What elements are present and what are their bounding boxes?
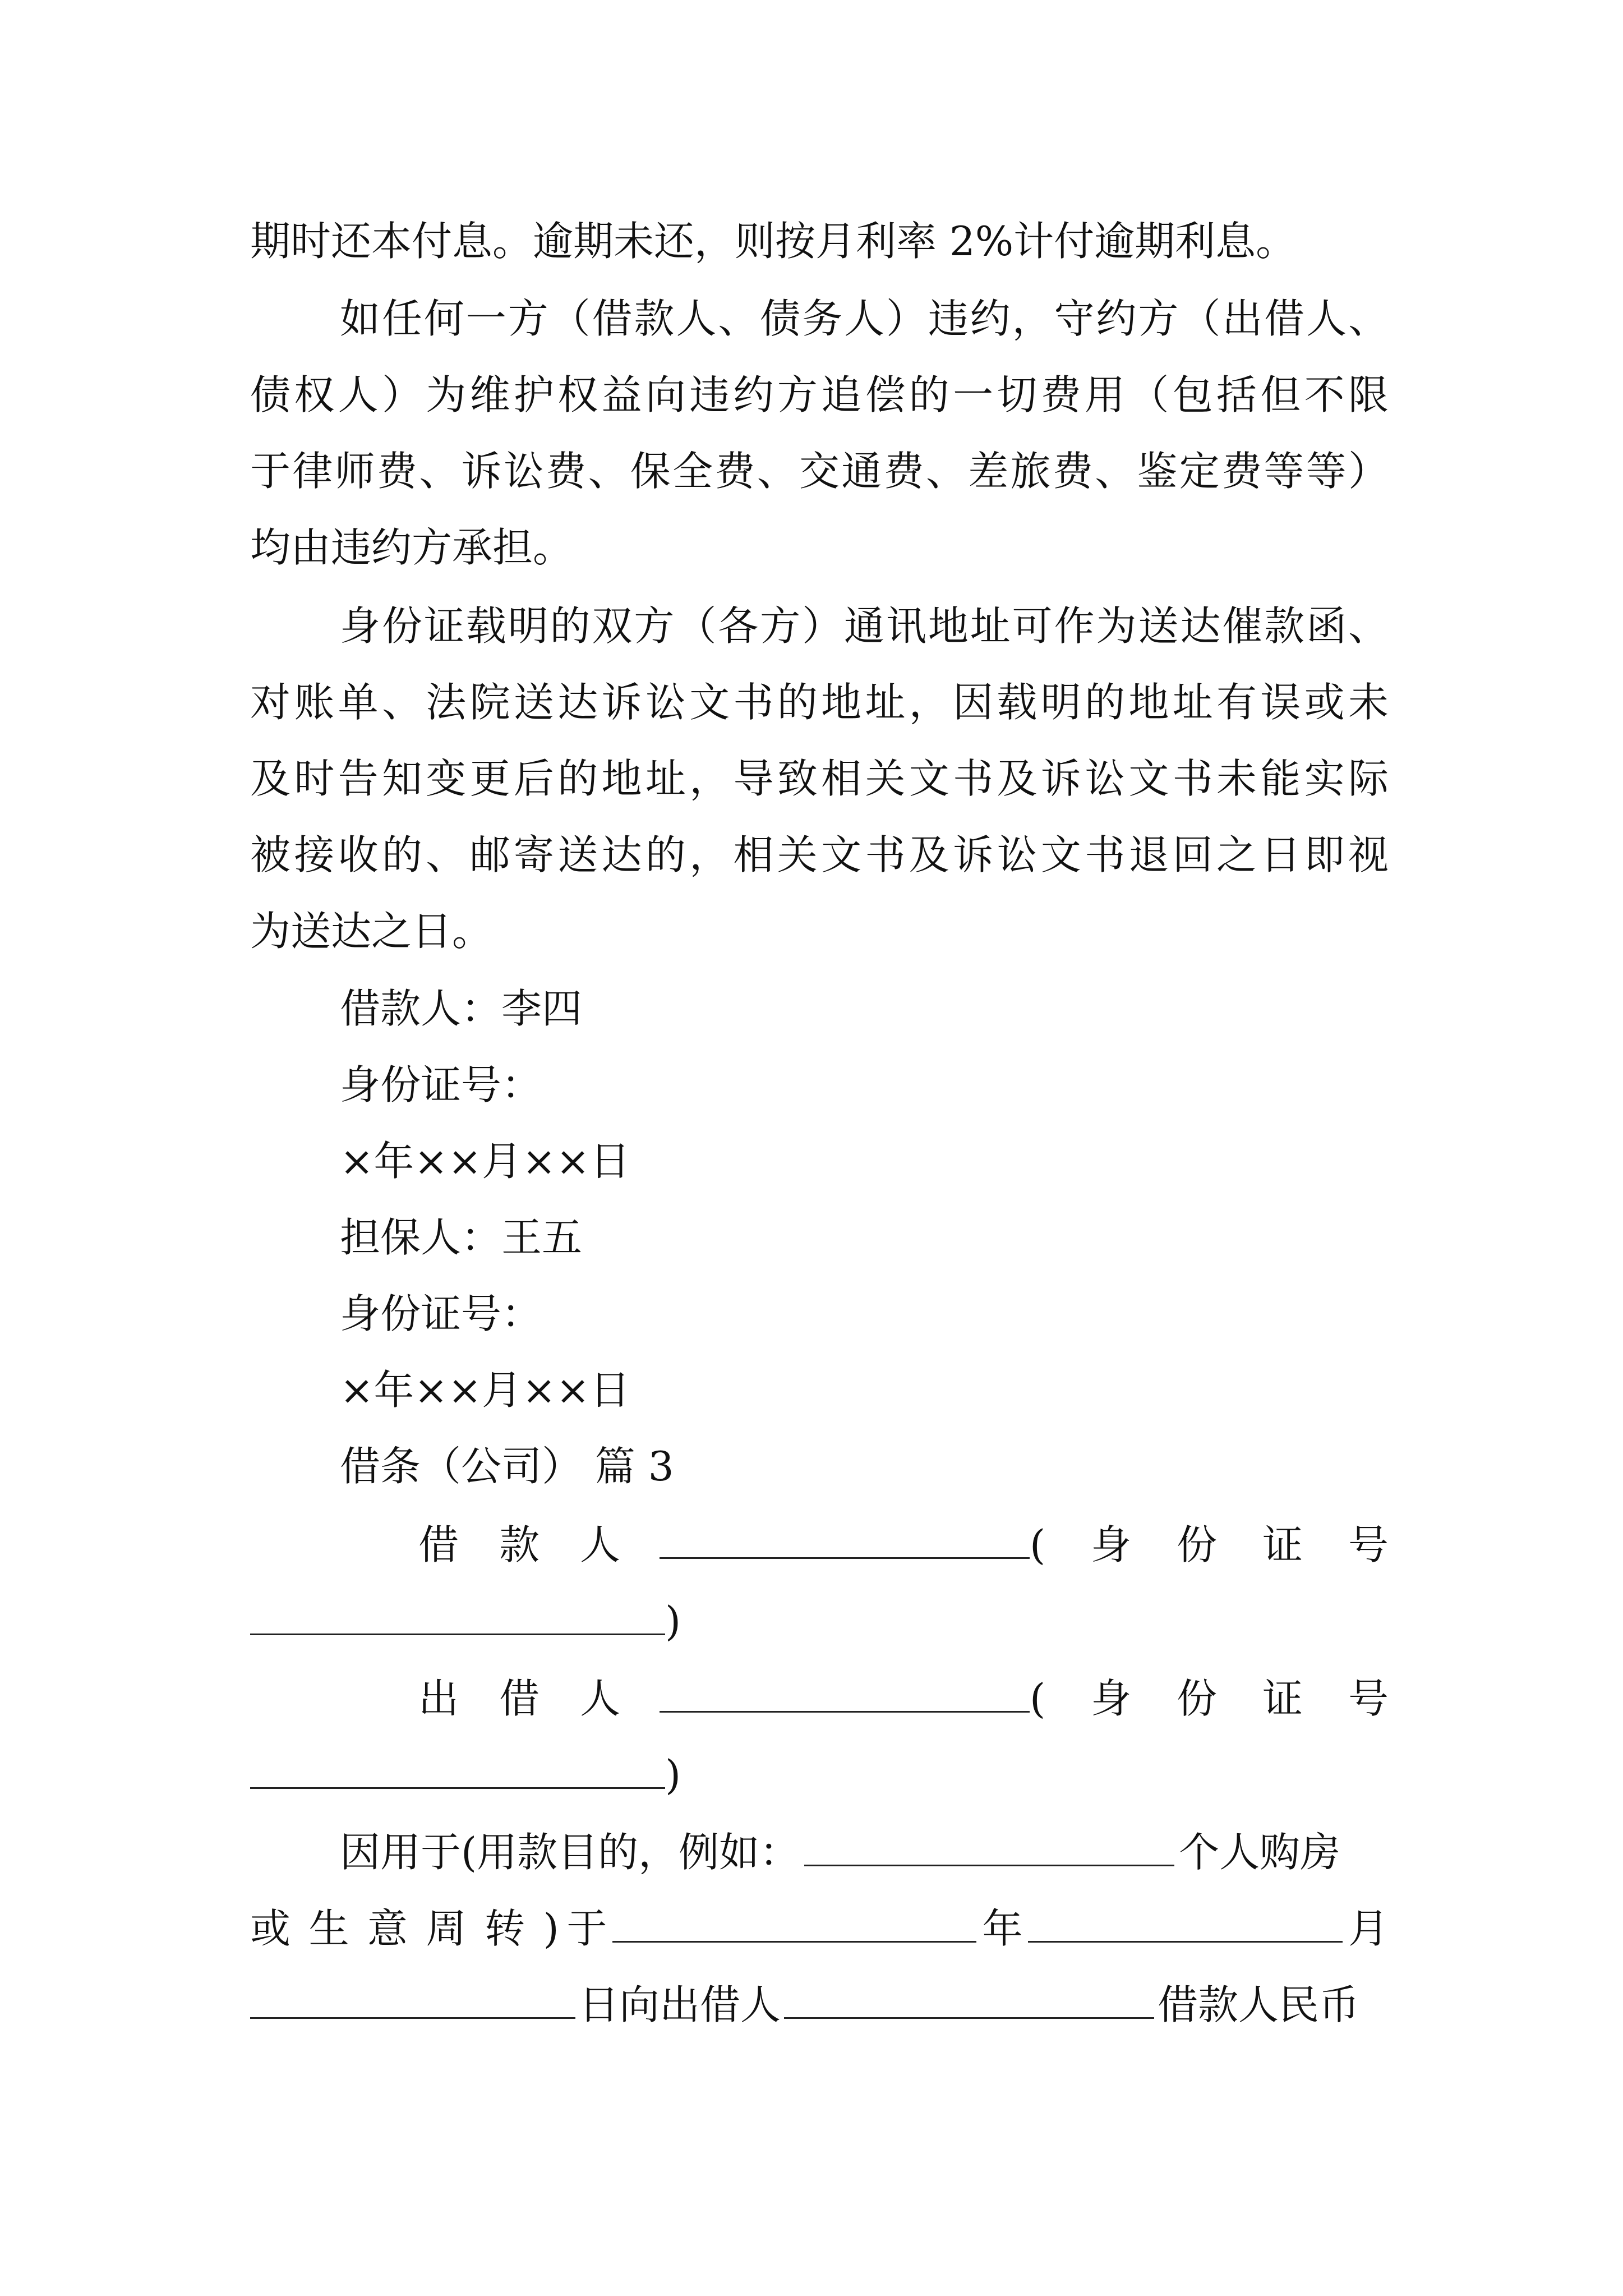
label-char: 号 [1348,1521,1389,1568]
paragraph-line: 于律师费、诉讼费、保全费、交通费、差旅费、鉴定费等等） [250,448,1389,495]
lender-form-line [250,1671,1389,1727]
lender-name-blank[interactable] [660,1672,1030,1713]
guarantor-id-label: 身份证号： [340,1290,542,1337]
paren-close: ) [665,1751,681,1798]
label-char: 人 [579,1675,620,1722]
purpose-line-1 [340,1824,1389,1880]
text-char: ) [543,1905,559,1952]
paragraph-line: 为送达之日。 [250,908,493,955]
borrower-signature: 借款人：李四 [340,985,583,1032]
label-char: 号 [1348,1675,1389,1722]
paragraph-line: 及时告知变更后的地址，导致相关文书及诉讼文书未能实际 [250,755,1389,802]
label-char: 人 [579,1521,620,1568]
section-title: 借条（公司） 篇 3 [340,1443,674,1490]
text-char: 周 [426,1905,467,1952]
lender-label [418,1671,620,1727]
guarantor-date: ×年××月××日 [340,1366,630,1414]
label-char: 身 [1091,1521,1132,1568]
label-char: 份 [1177,1521,1218,1568]
purpose-text-2 [250,1901,559,1957]
label-char: 证 [1262,1521,1303,1568]
label-char: 份 [1177,1675,1218,1722]
text-char: 转 [485,1905,525,1952]
amount-label: 借款人民币 [1158,1981,1360,2028]
lender-id-blank[interactable] [250,1748,665,1789]
paragraph-line: 期时还本付息。逾期未还，则按月利率 2%计付逾期利息。 [250,218,1297,265]
day-label: 日向出借人 [579,1981,781,2028]
label-char: 借 [499,1675,540,1722]
lender-blank[interactable] [784,1978,1154,2019]
lender-id-hint [1030,1671,1389,1727]
month-blank[interactable] [1028,1902,1343,1943]
paragraph-line: 被接收的、邮寄送达的，相关文书及诉讼文书退回之日即视 [250,831,1389,878]
purpose-text: 因用于(用款目的，例如： [340,1829,800,1876]
year-blank[interactable] [612,1902,976,1943]
text-char: 生 [308,1905,349,1952]
text-char: 或 [250,1905,291,1952]
paragraph-line: 对账单、法院送达诉讼文书的地址，因载明的地址有误或未 [250,679,1389,726]
purpose-text-end: 个人购房 [1179,1829,1341,1876]
paren-open: ( [1030,1521,1046,1568]
label-char: 身 [1091,1675,1132,1722]
paren-open: ( [1030,1675,1046,1722]
borrower-label [418,1517,620,1573]
guarantor-signature: 担保人：王五 [340,1214,583,1261]
borrower-name-blank[interactable] [660,1518,1030,1559]
borrower-date: ×年××月××日 [340,1138,630,1185]
lender-id-line [250,1747,1389,1803]
borrower-id-blank[interactable] [250,1594,665,1635]
label-char: 证 [1262,1675,1303,1722]
paragraph-line: 身份证载明的双方（各方）通讯地址可作为送达催款函、 [340,602,1389,650]
label-char: 出 [418,1675,459,1722]
month-label: 月 [1348,1905,1389,1952]
day-blank[interactable] [250,1978,575,2019]
purpose-line-2 [250,1901,1389,1957]
purpose-line-3 [250,1977,1389,2033]
label-char: 借 [418,1521,459,1568]
year-label: 年 [982,1905,1023,1952]
borrower-id-label: 身份证号： [340,1061,542,1108]
paragraph-line: 债权人）为维护权益向违约方追偿的一切费用（包括但不限 [250,371,1389,418]
borrower-form-line [250,1517,1389,1573]
purpose-blank[interactable] [804,1825,1174,1866]
paragraph-line: 如任何一方（借款人、债务人）违约，守约方（出借人、 [340,295,1389,342]
text-char: 于 [566,1905,607,1952]
text-char: 意 [367,1905,408,1952]
label-char: 款 [499,1521,540,1568]
paragraph-line: 均由违约方承担。 [250,524,574,571]
borrower-id-hint [1030,1517,1389,1573]
borrower-id-line [250,1593,1389,1649]
paren-close: ) [665,1598,681,1645]
